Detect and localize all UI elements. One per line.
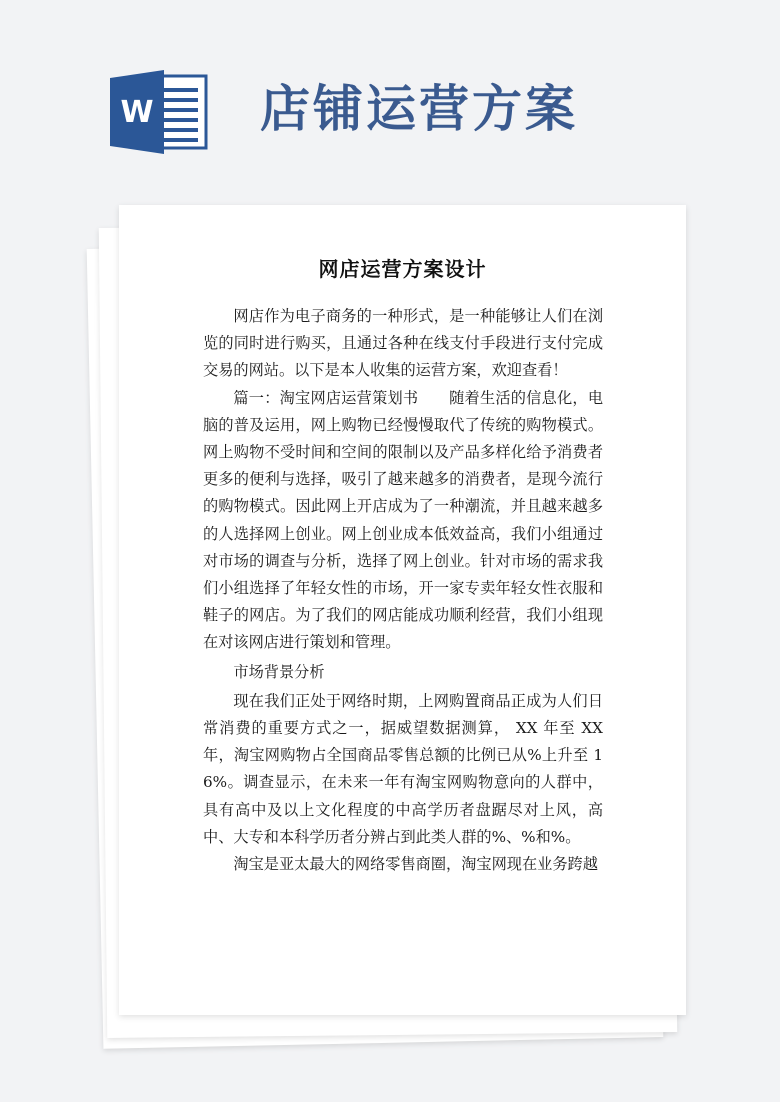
paragraph-intro: 网店作为电子商务的一种形式，是一种能够让人们在浏览的同时进行购买，且通过各种在线支付手段进行支付完成交易的网站。以下是本人收集的运营方案，欢迎查看！ <box>203 307 603 380</box>
section-heading-market-background: 市场背景分析 <box>233 662 325 681</box>
paragraph-part-one: 篇一：淘宝网店运营策划书 随着生活的信息化，电脑的普及运用，网上购物已经慢慢取代了传统的购物模式。网上购物不受时间和空间的限制以及产品多样化给予消费者更多的便利与选择，吸引了越来越多的消费者，是现今流行的购物模式。因此网上开店成为了一种潮流，并且越来越多的人选择网上创业。网上创业成本低效益高，我们小组通过对市场的调查与分析，选择了网上创业。针对市场的需求我们小组选择了年轻女性的市场，开一家专卖年轻女性衣服和鞋子的网店。为了我们的网店能成功顺利经营，我们小组现在对该网店进行策划和管理。 <box>203 388 603 652</box>
word-document-icon <box>110 70 208 154</box>
word-icon-letter: W <box>120 95 154 130</box>
banner-title: 店铺运营方案 <box>260 79 578 138</box>
document-body <box>203 303 603 878</box>
document-title: 网店运营方案设计 <box>318 257 487 281</box>
paragraph-market-analysis: 现在我们正处于网络时期，上网购置商品正成为人们日常消费的重要方式之一，据威望数据测算， XX 年至 XX 年，淘宝网购物占全国商品零售总额的比例已从%上升至 16%。调查显示，在未来一年有淘宝网购物意向的人群中，具有高中及以上文化程度的中高学历者盘踞尽对上风，高中、大专和本科学历者分辨占到此类人群的%、%和%。 <box>203 691 603 846</box>
paragraph-taobao: 淘宝是亚太最大的网络零售商圈，淘宝网现在业务跨越 <box>233 855 598 874</box>
banner <box>0 0 780 200</box>
document-preview <box>95 205 695 1055</box>
paper-sheet-front <box>119 205 686 1015</box>
